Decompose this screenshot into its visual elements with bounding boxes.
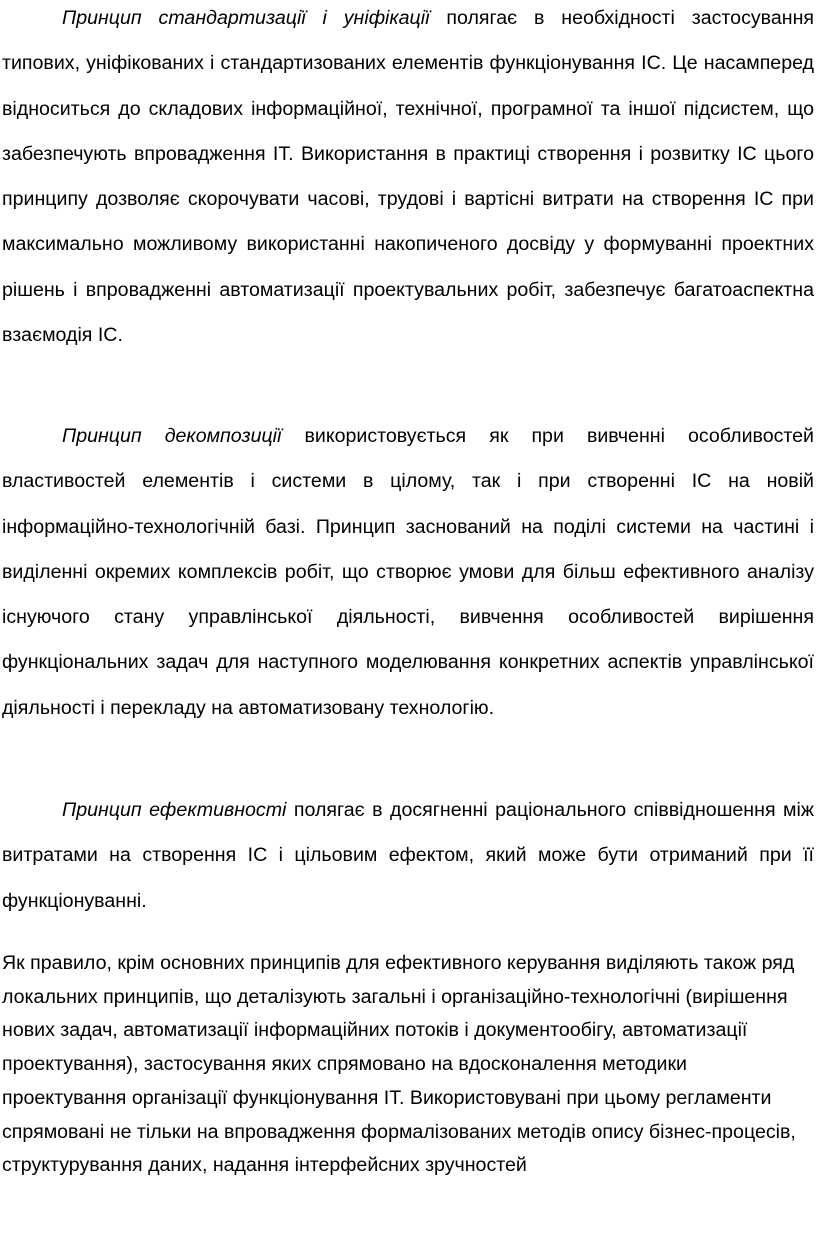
paragraph-efficiency [2,788,814,924]
principle-title-decomposition: Принцип декомпозиції [62,425,282,447]
paragraph-local-principles: Як правило, крім основних принципів для ефективного керування виділяють також ряд локальних принципів, що деталізують загальні і організаційно-технологічні (вирішення нових задач, автоматизації інформаційних потоків і документообігу, автоматизації проектування), застосування яких спрямовано на вдосконалення методики проектування організації функціонування ІТ. Використовувані при цьому регламенти спрямовані не тільки на впровадження формалізованих методів опису бізнес-процесів, структурування даних, надання інтерфейсних зручностей [2,952,796,1177]
principle-title-standardization: Принцип стандартизації і уніфікації [62,7,430,29]
paragraph-text-decomposition: використовується як при вивченні особливостей властивостей елементів і системи в цілому, так і при створенні ІС на новій інформаційно-технологічній базі. Принцип заснований на поділі системи на частині і виділенні окремих комплексів робіт, що створює умови для більш ефективного аналізу існуючого стану управлінської діяльності, вивчення особливостей вирішення функціональних задач для наступного моделювання конкретних аспектів управлінської діяльності і перекладу на автоматизовану технологію. [2,425,814,719]
paragraph-standardization [2,0,814,358]
principle-title-efficiency: Принцип ефективності [62,799,287,821]
paragraph-text-efficiency: полягає в досягненні раціонального співвідношення між витратами на створення ІС і цільовим ефектом, який може бути отриманий при її функціонуванні. [2,799,814,912]
paragraph-text-standardization: полягає в необхідності застосування типових, уніфікованих і стандартизованих елементів функціонування ІС. Це насамперед відноситься до складових інформаційної, технічної, програмної та іншої підсистем, що забезпечують впровадження ІТ. Використання в практиці створення і розвитку ІС цього принципу дозволяє скорочувати часові, трудові і вартісні витрати на створення ІС при максимально можливому використанні накопиченого досвіду у формуванні проектних рішень і впровадженні автоматизації проектувальних робіт, забезпечує багатоаспектна взаємодія ІС. [2,7,815,347]
paragraph-decomposition [2,414,814,731]
